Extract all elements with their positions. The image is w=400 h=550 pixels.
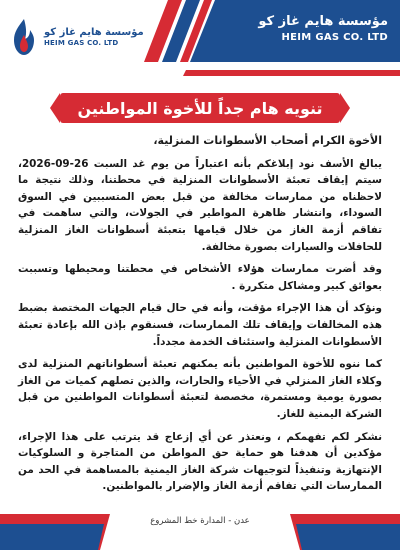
- notice-body: [18, 133, 382, 501]
- company-name-arabic: مؤسسة هايم غاز كو: [258, 14, 388, 29]
- paragraph-1: يبالغ الأسف نود إبلاغكم بأنه اعتباراً من يوم غد السبت 26-09-2026، سيتم إيقاف تعبئة الأسطوانات المنزلية في محطتنا، وذلك نتيجة ما لاحظناه من ممارسات مخالفة من قبل بعض المتسببين في السوق السوداء، وانتشار ظاهرة المواطير في الجولات، والتي ساهمت في تفاقم أزمة الغاز من خلال قيامها بتعبئة أسطوانات الغاز المنزلية للحافلات والسيارات بصورة مخالفة.: [18, 157, 382, 253]
- logo-english-name: HEIM GAS CO. LTD: [44, 38, 119, 47]
- company-name-english: HEIM GAS CO. LTD: [281, 32, 388, 43]
- gas-flame-logo-icon: [10, 17, 38, 57]
- logo-arabic-name: مؤسسة هايم غاز كو: [44, 27, 144, 39]
- paragraph-2: وقد أضرت ممارسات هؤلاء الأشخاص في محطتنا ومحيطها وتسببت بعوائق كبير ومشاكل متكررة .: [18, 263, 382, 292]
- paragraph-5: نشكر لكم تفهمكم ، ونعتذر عن أي إزعاج قد يترتب على هذا الإجراء، مؤكدين أن هدفنا هو حماية حق المواطن من المتاجرة و السلوكيات الإنتهازية وتنفيذاً لتوجيهات شركة الغاز اليمنية بالمساهمة في الحد من الممارسات التي تفاقم أزمة الغاز والإضرار بالمواطنين.: [18, 430, 382, 493]
- company-name: [228, 14, 388, 43]
- paragraph-3: ونؤكد أن هذا الإجراء مؤقت، وأنه في حال قيام الجهات المختصة بضبط هذه المخالفات وإيقاف تلك الممارسات، فسنقوم بإذن الله بإعادة تعبئة الأسطوانات المنزلية واستئناف الخدمة مجدداً.: [18, 302, 382, 348]
- paragraph-4: كما ننوه للأخوة المواطنين بأنه يمكنهم تعبئة أسطواناتهم المنزلية لدى وكلاء الغاز المنزلي في الأحياء والحارات، والذين تصلهم كميات من الغاز بصورة يومية ومستمرة، مخصصة لتعبئة أسطوانات المواطنين من قبل الشركة اليمنية للغاز.: [18, 358, 382, 420]
- footer-address: عدن - المدارة خط المشروع: [150, 516, 250, 526]
- notice-title-banner: [60, 93, 340, 123]
- notice-title: تنويه هام جداً للأخوة المواطنين: [77, 98, 323, 118]
- greeting: الأخوة الكرام أصحاب الأسطوانات المنزلية،: [153, 134, 382, 147]
- letterhead: [0, 0, 400, 78]
- logo: [10, 12, 160, 62]
